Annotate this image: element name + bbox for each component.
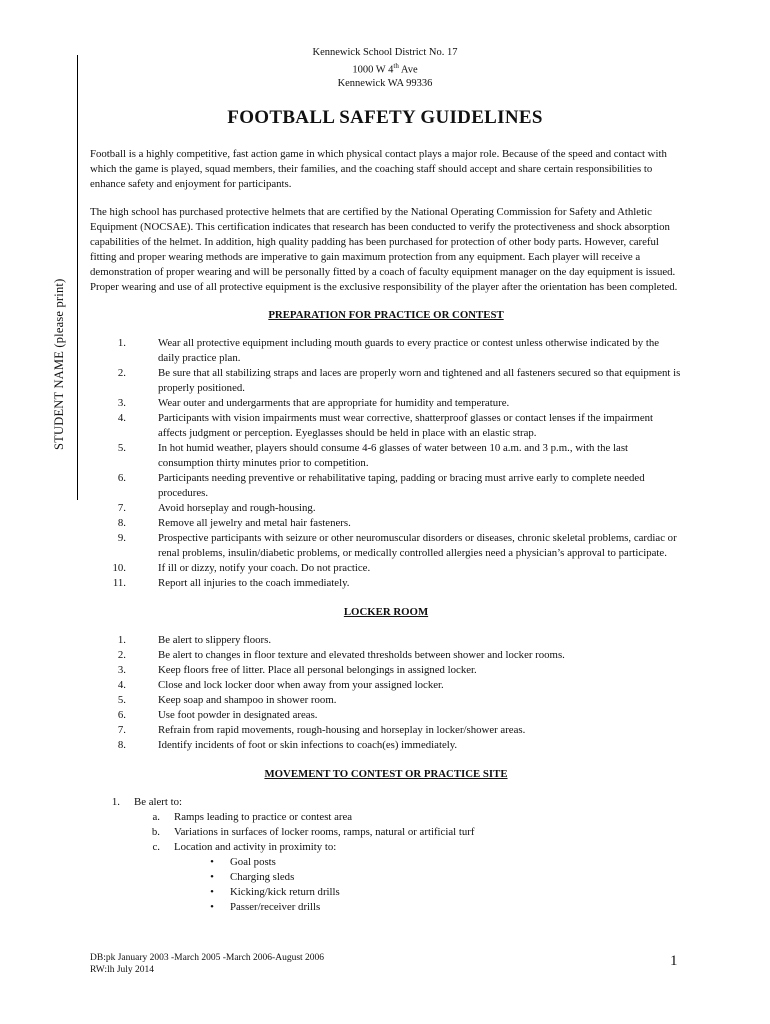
revision-footer [90,952,324,976]
list-item: 7. Refrain from rapid movements, rough-housing and horseplay in locker/shower areas. [117,724,526,736]
bullet-icon: • [210,901,214,913]
sub-list-item: a. Ramps leading to practice or contest area [152,811,353,823]
list-item: 1. Be alert to slippery floors. [117,634,272,646]
letterhead [0,46,770,90]
list-item: 11. Report all injuries to the coach immediately. [112,577,350,589]
list-item: 5. Keep soap and shampoo in shower room. [117,694,337,706]
student-name-label: STUDENT NAME (please print) [52,278,66,450]
bullet-item: • Passer/receiver drills [200,900,682,915]
list-item: 4. Close and lock locker door when away from your assigned locker. [117,679,444,691]
list-item: 9. Prospective participants with seizure or other neuromuscular disorders or diseases, chronic skeletal problems, cardiac or renal problems, insulin/diabetic problems, or medically controlled allergies need a physician’s approval to participate. [117,532,677,559]
bullet-item: • Charging sleds [200,870,682,885]
list-item: 4. Participants with vision impairments must wear corrective, shatterproof glasses or contact lenses if the impairment affects judgment or perception. Eyeglasses should be held in place with an elastic strap. [117,412,654,439]
list-item: 8. Remove all jewelry and metal hair fasteners. [117,517,351,529]
district-name: Kennewick School District No. 17 [312,47,458,58]
page-number: 1 [670,953,678,969]
intro-paragraph: Football is a highly competitive, fast action game in which physical contact plays a major role. Because of the speed and contact with which the game is played, squad members, their families, and the coaching staff should accept and share certain responsibilities to enhance safety and enjoyment for participants. [90,148,667,190]
list-item: 10. If ill or dizzy, notify your coach. Do not practice. [112,562,371,574]
list-item: 3. Keep floors free of litter. Place all personal belongings in assigned locker. [117,664,477,676]
movement-list [90,795,682,915]
list-item: 2. Be sure that all stabilizing straps and laces are properly worn and tightened and all fasteners secured so that equipment is properly positioned. [117,367,681,394]
locker-room-list [90,633,682,753]
list-item: 8. Identify incidents of foot or skin infections to coach(es) immediately. [117,739,458,751]
street-address: 1000 W 4th Ave [352,61,418,75]
bullet-icon: • [210,856,214,868]
list-item: 1. Be alert to: [111,796,182,808]
list-item: 6. Participants needing preventive or rehabilitative taping, padding or bracing must arrive early to complete needed procedures. [117,472,645,499]
city-address: Kennewick WA 99336 [337,77,433,89]
list-item: 7. Avoid horseplay and rough-housing. [117,502,316,514]
section-heading-movement: MOVEMENT TO CONTEST OR PRACTICE SITE [264,768,508,780]
sub-list-item: b. Variations in surfaces of locker rooms, ramps, natural or artificial turf [151,826,475,838]
bullet-item: • Goal posts [200,855,682,870]
bullet-icon: • [210,871,214,883]
revision-line: RW:lh July 2014 [90,965,155,975]
list-item: 6. Use foot powder in designated areas. [117,709,318,721]
section-heading-preparation: PREPARATION FOR PRACTICE OR CONTEST [268,309,504,321]
document-title: FOOTBALL SAFETY GUIDELINES [227,107,543,128]
sub-list-item: c. Location and activity in proximity to: [152,841,337,853]
section-heading-locker-room: LOCKER ROOM [343,606,429,618]
list-item: 2. Be alert to changes in floor texture and elevated thresholds between shower and locker rooms. [117,649,565,661]
document-body [90,147,682,915]
list-item: 1. Wear all protective equipment including mouth guards to every practice or contest unless otherwise indicated by the daily practice plan. [117,337,660,364]
preparation-list [90,336,682,591]
bullet-item: • Kicking/kick return drills [200,885,682,900]
list-item: 5. In hot humid weather, players should consume 4-6 glasses of water between 10 a.m. and 3 p.m., with the last consumption thirty minutes prior to competition. [117,442,629,469]
list-item: 3. Wear outer and undergarments that are appropriate for humidity and temperature. [117,397,510,409]
intro-paragraph: The high school has purchased protective helmets that are certified by the National Operating Commission for Safety and Athletic Equipment (NOCSAE). This certification indicates that research has been conducted to verify the protectiveness and shock absorption capabilities of the helmet. In addition, high quality padding has been purchased for protection of other body parts. However, careful fitting and proper wearing methods are imperative to gain maximum protection from any equipment. Each player will receive a demonstration of proper wearing and will be personally fitted by a coach of faculty equipment manager on the day equipment is issued. Proper wearing and use of all protective equipment is the exclusive responsibility of the player after the orientation has been completed. [90,206,678,293]
bullet-icon: • [210,886,214,898]
revision-line: DB:pk January 2003 -March 2005 -March 2006-August 2006 [90,953,325,963]
